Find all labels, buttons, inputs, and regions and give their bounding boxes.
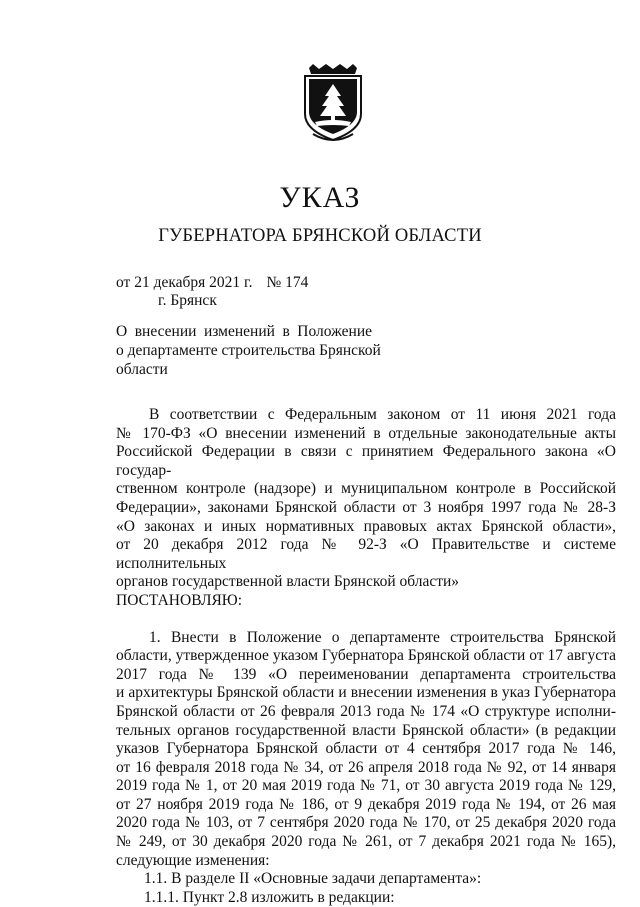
subject-line: О внесении изменений в Положение bbox=[116, 323, 372, 340]
bryansk-coat-of-arms-icon bbox=[299, 64, 367, 144]
preamble-line: органов государственной власти Брянской области» bbox=[116, 573, 460, 591]
decree-word: ПОСТАНОВЛЯЮ: bbox=[116, 591, 243, 609]
subject-line: о департаменте строительства Брянской bbox=[116, 342, 381, 359]
item-line: 2017 года № 139 «О переименовании департамента строительства bbox=[116, 665, 616, 683]
preamble-line: В соответствии с Федеральным законом от 11 июня 2021 года bbox=[149, 406, 616, 423]
subitem-1-1: 1.1. В разделе II «Основные задачи департамента»: bbox=[144, 870, 482, 888]
item-line: Брянской области от 26 февраля 2013 года № 174 «О структуре исполни- bbox=[116, 702, 616, 720]
item-line: 2019 года № 1, от 20 мая 2019 года № 71, от 30 августа 2019 года № 129, bbox=[116, 777, 616, 795]
document-title: УКАЗ bbox=[279, 181, 361, 214]
decree-subject bbox=[116, 322, 381, 379]
item-line: 1. Внести в Положение о департаменте строительства Брянской bbox=[149, 628, 616, 646]
preamble-line: Российской Федерации в связи с принятием Федерального закона «О государ- bbox=[116, 443, 616, 479]
subject-line: области bbox=[116, 361, 168, 378]
preamble-line: «О законах и иных нормативных правовых актах Брянской области», bbox=[116, 517, 616, 535]
subitem-1-1-1: 1.1.1. Пункт 2.8 изложить в редакции: bbox=[144, 888, 395, 906]
item-line: области, утвержденное указом Губернатора Брянской области от 17 августа bbox=[116, 647, 616, 665]
decree-city: г. Брянск bbox=[158, 292, 217, 309]
item-line: от 16 февраля 2018 года № 34, от 26 апреля 2018 года № 92, от 14 января bbox=[116, 758, 616, 776]
item-line: тельных органов государственной власти Брянской области» (в редакции bbox=[116, 721, 616, 739]
item-line: указов Губернатора Брянской области от 4 сентября 2017 года № 146, bbox=[116, 740, 616, 758]
date-line bbox=[116, 274, 308, 292]
item-line: от 27 ноября 2019 года № 186, от 9 декабря 2019 года № 194, от 26 мая bbox=[116, 795, 616, 813]
decree-number: № 174 bbox=[266, 274, 309, 291]
decree-body bbox=[116, 406, 616, 907]
item-line: и архитектуры Брянской области и внесении изменения в указ Губернатора bbox=[116, 684, 616, 702]
preamble-line: ственном контроле (надзоре) и муниципальном контроле в Российской bbox=[116, 480, 616, 498]
preamble-line: № 170-ФЗ «О внесении изменений в отдельные законодательные акты bbox=[116, 424, 616, 442]
preamble-line: от 20 декабря 2012 года № 92-З «О Правительстве и системе исполнительных bbox=[116, 536, 616, 572]
decree-date: от 21 декабря 2021 г. bbox=[116, 274, 253, 291]
item-line: следующие изменения: bbox=[116, 851, 270, 869]
preamble-line: Федерации», законами Брянской области от 3 ноября 1997 года № 28-З bbox=[116, 498, 616, 516]
document-subtitle: ГУБЕРНАТОРА БРЯНСКОЙ ОБЛАСТИ bbox=[158, 226, 482, 246]
item-line: 2020 года № 103, от 7 сентября 2020 года № 170, от 25 декабря 2020 года bbox=[116, 814, 616, 832]
item-line: № 249, от 30 декабря 2020 года № 261, от 7 декабря 2021 года № 165), bbox=[116, 833, 616, 851]
